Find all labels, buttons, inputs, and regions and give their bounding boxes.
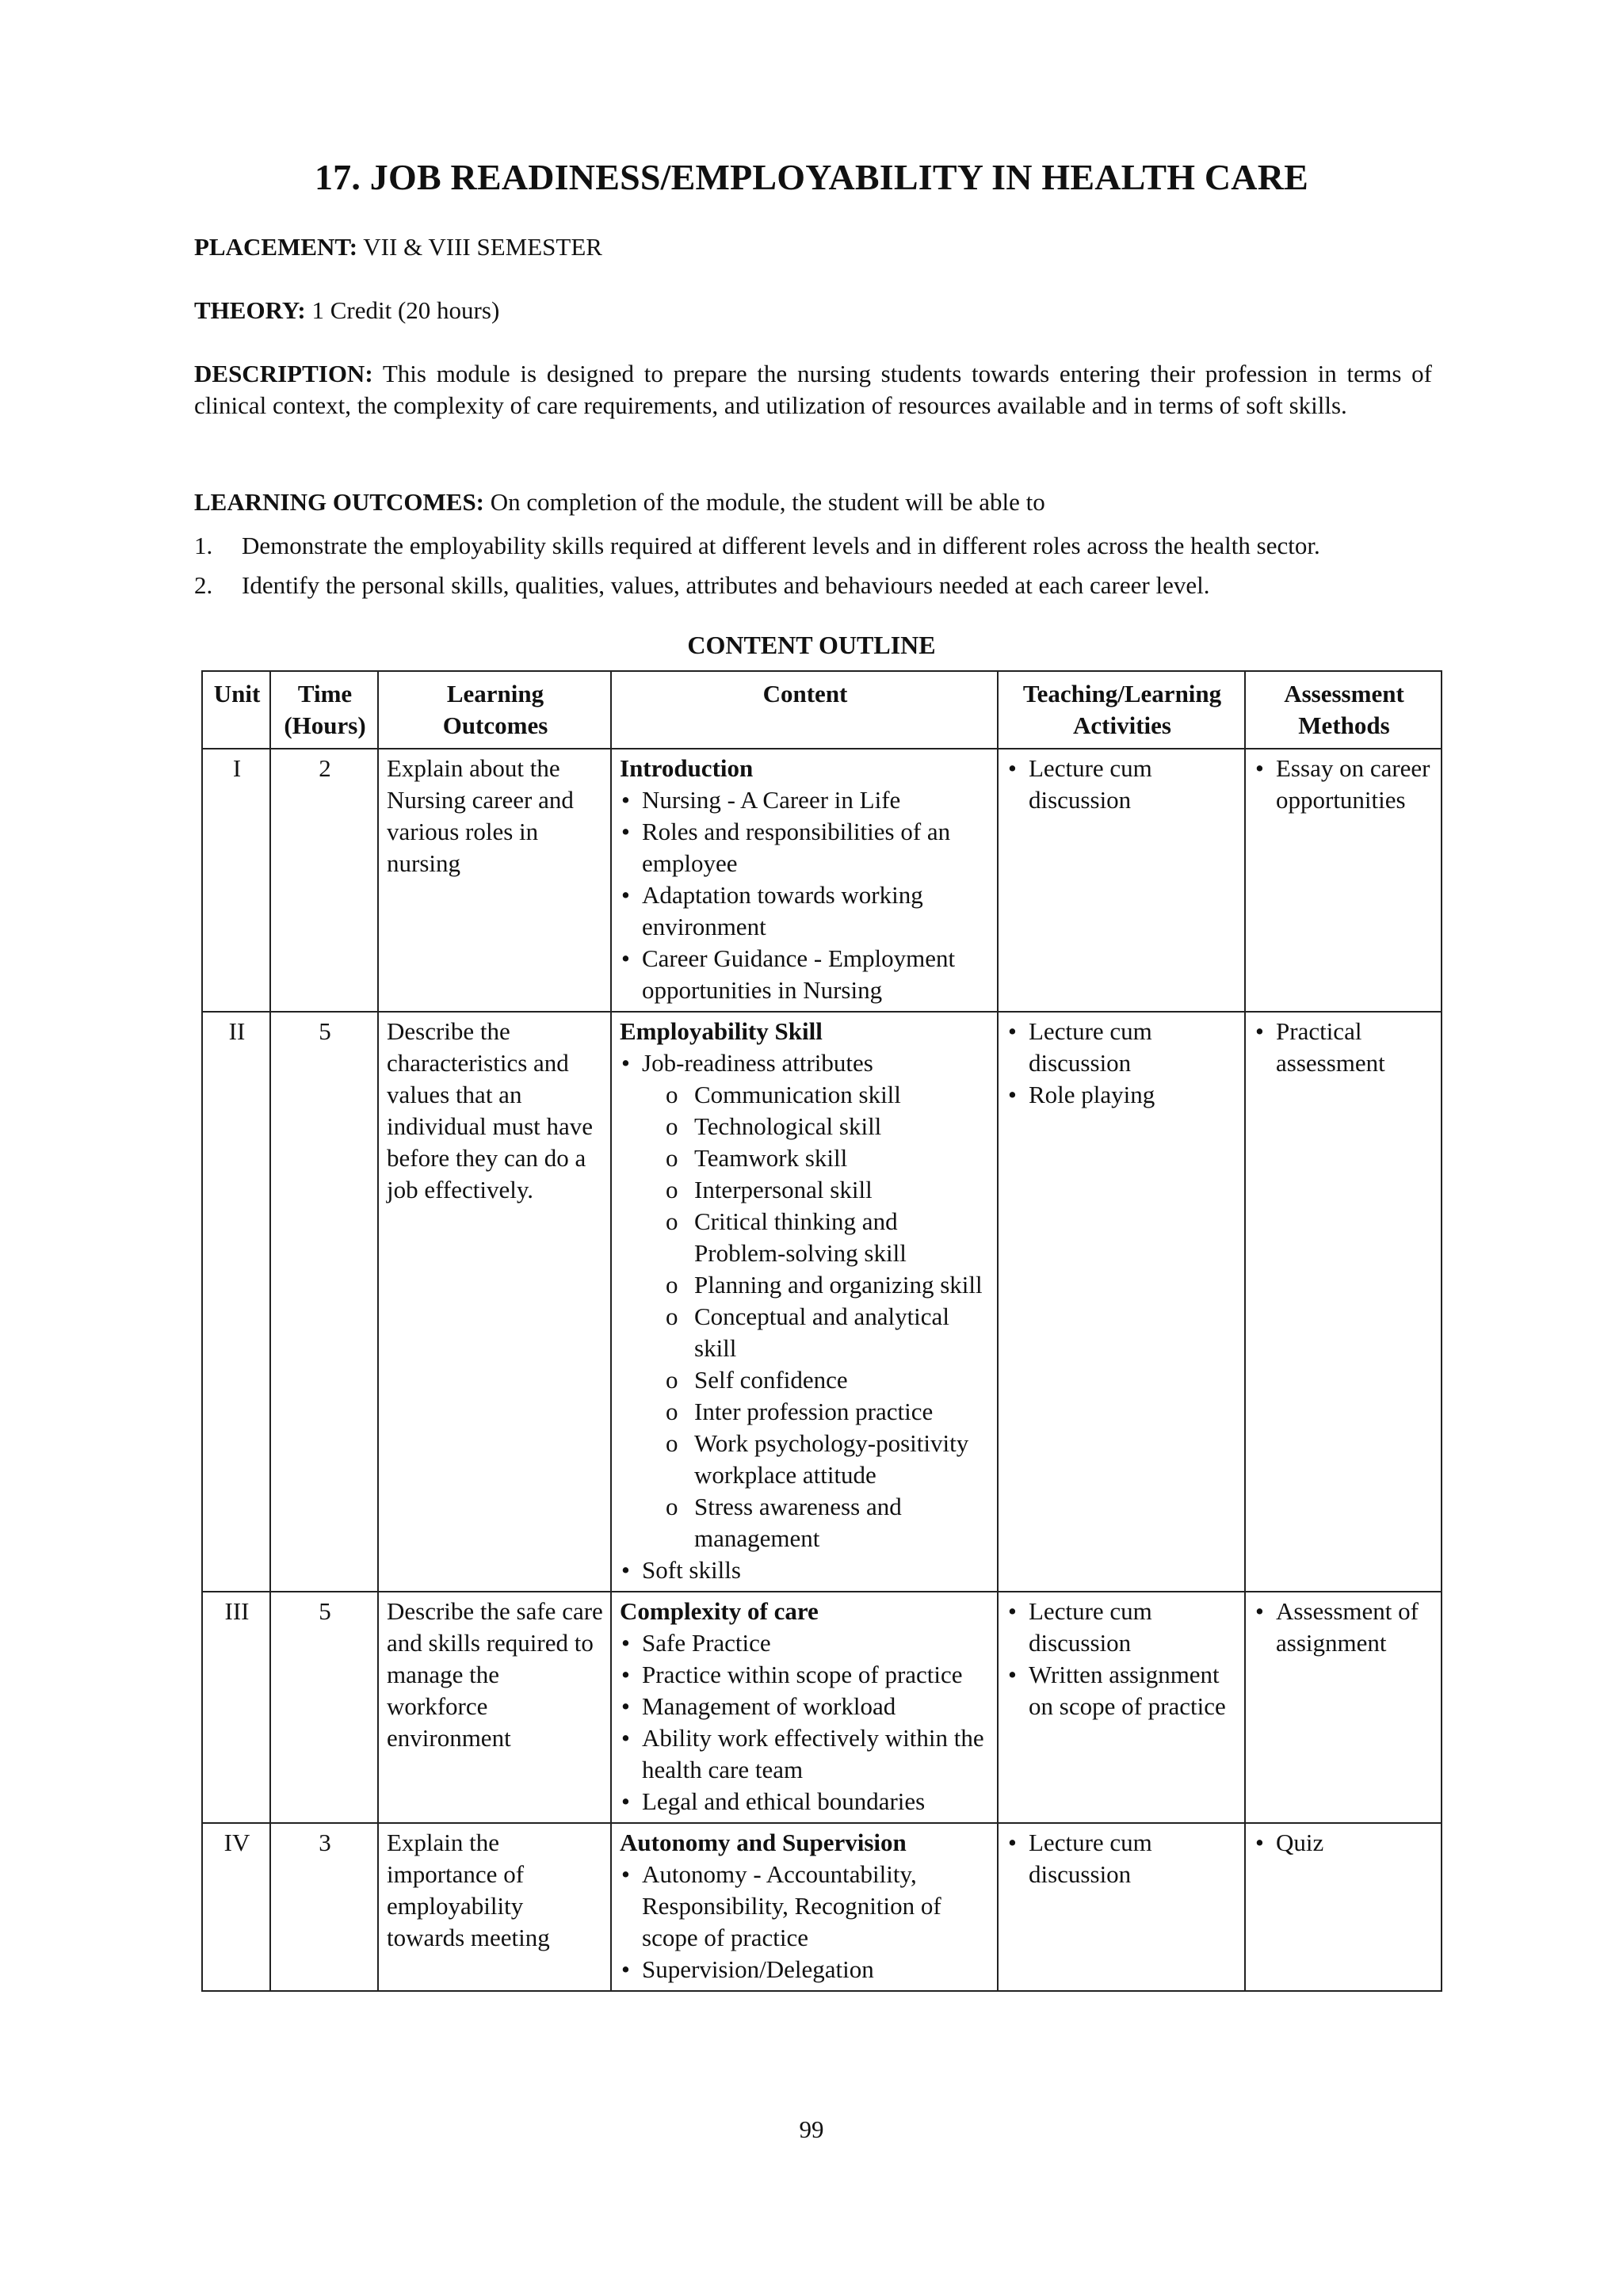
assessment-list	[1254, 753, 1434, 816]
content-list	[620, 1859, 991, 1985]
content-list	[620, 1627, 991, 1817]
content-subitem: o Communication skill	[642, 1079, 991, 1111]
content-subitem: o Planning and organizing skill	[642, 1269, 991, 1301]
content-subitem: o Teamwork skill	[642, 1142, 991, 1174]
activity-item: • Lecture cum discussion	[1006, 1016, 1238, 1079]
header-assessment: Assessment Methods	[1245, 671, 1442, 749]
placement-label: PLACEMENT:	[194, 233, 358, 261]
content-subitem: o Interpersonal skill	[642, 1174, 991, 1206]
theory-value: 1 Credit (20 hours)	[311, 296, 500, 324]
content-item	[620, 1627, 991, 1659]
content-item-text: Roles and responsibilities of an employee	[642, 818, 951, 877]
unit-cell: I	[202, 749, 270, 1012]
page-number: 99	[799, 2115, 824, 2143]
assessment-cell	[1245, 749, 1442, 1012]
content-heading: Complexity of care	[620, 1597, 819, 1625]
assessment-cell	[1245, 1012, 1442, 1592]
content-item	[620, 879, 991, 943]
content-item	[620, 1047, 991, 1554]
content-item-text: Autonomy - Accountability, Responsibility, Recognition of scope of practice	[642, 1860, 941, 1951]
content-outline-heading: CONTENT OUTLINE	[687, 631, 936, 659]
learning-outcome-number: 2.	[194, 571, 213, 599]
header-learning-outcomes: Learning Outcomes	[378, 671, 611, 749]
assessment-list	[1254, 1016, 1434, 1079]
learning-outcomes-intro-text: On completion of the module, the student will be able to	[490, 488, 1045, 516]
content-item	[620, 1786, 991, 1817]
header-unit: Unit	[202, 671, 270, 749]
activities-list	[1006, 1827, 1238, 1890]
content-heading: Autonomy and Supervision	[620, 1829, 907, 1856]
content-subitem: o Stress awareness and management	[642, 1491, 991, 1554]
unit-cell: III	[202, 1592, 270, 1823]
description-label: DESCRIPTION:	[194, 360, 373, 387]
activity-item: • Lecture cum discussion	[1006, 753, 1238, 816]
content-item	[620, 816, 991, 879]
assessment-item: • Quiz	[1254, 1827, 1434, 1859]
learning-outcome-item	[194, 566, 1432, 605]
content-subitem: o Technological skill	[642, 1111, 991, 1142]
content-heading: Employability Skill	[620, 1017, 823, 1045]
content-item-text: Safe Practice	[642, 1629, 771, 1657]
header-activities: Teaching/Learning Activities	[998, 671, 1245, 749]
learning-outcomes-list	[194, 526, 1432, 605]
content-subitem: o Critical thinking and Problem-solving skill	[642, 1206, 991, 1269]
content-item	[620, 784, 991, 816]
content-cell	[611, 1823, 998, 1991]
content-item-text: Legal and ethical boundaries	[642, 1787, 926, 1815]
activities-list	[1006, 1016, 1238, 1111]
theory-label: THEORY:	[194, 296, 306, 324]
content-item	[620, 1554, 991, 1586]
learning-outcome-cell: Describe the safe care and skills required to manage the workforce environment	[378, 1592, 611, 1823]
activities-cell	[998, 1012, 1245, 1592]
table-row	[202, 1012, 1442, 1592]
assessment-cell	[1245, 1823, 1442, 1991]
content-item-text: Job-readiness attributes	[642, 1049, 873, 1077]
learning-outcome-cell: Describe the characteristics and values that an individual must have before they can do a job effectively.	[378, 1012, 611, 1592]
activities-list	[1006, 753, 1238, 816]
learning-outcome-cell: Explain the importance of employability towards meeting	[378, 1823, 611, 1991]
content-subitem: o Work psychology-positivity workplace attitude	[642, 1428, 991, 1491]
activities-cell	[998, 1823, 1245, 1991]
table-body	[202, 749, 1442, 1991]
assessment-list	[1254, 1596, 1434, 1659]
content-item-text: Ability work effectively within the health care team	[642, 1724, 984, 1783]
activity-item: • Role playing	[1006, 1079, 1238, 1111]
description-text: This module is designed to prepare the nursing students towards entering their profession in terms of clinical context, the complexity of care requirements, and utilization of resources available and in terms of soft skills.	[194, 360, 1432, 419]
learning-outcome-text: Demonstrate the employability skills required at different levels and in different roles across the health sector.	[242, 532, 1320, 559]
assessment-list	[1254, 1827, 1434, 1859]
content-cell	[611, 1012, 998, 1592]
content-list	[620, 784, 991, 1006]
content-item	[620, 943, 991, 1006]
activity-item: • Written assignment on scope of practice	[1006, 1659, 1238, 1722]
content-item-text: Nursing - A Career in Life	[642, 786, 901, 814]
activity-item: • Lecture cum discussion	[1006, 1827, 1238, 1890]
activity-item: • Lecture cum discussion	[1006, 1596, 1238, 1659]
unit-cell: II	[202, 1012, 270, 1592]
time-cell: 5	[270, 1592, 378, 1823]
content-item-text: Supervision/Delegation	[642, 1955, 874, 1983]
content-item	[620, 1859, 991, 1954]
learning-outcome-item	[194, 526, 1432, 566]
content-list	[620, 1047, 991, 1586]
unit-cell: IV	[202, 1823, 270, 1991]
header-time: Time (Hours)	[270, 671, 378, 749]
content-item-text: Adaptation towards working environment	[642, 881, 923, 940]
content-item-text: Career Guidance - Employment opportunities in Nursing	[642, 944, 956, 1004]
content-cell	[611, 1592, 998, 1823]
time-cell: 5	[270, 1012, 378, 1592]
table-row	[202, 749, 1442, 1012]
learning-outcome-text: Identify the personal skills, qualities, values, attributes and behaviours needed at each career level.	[242, 571, 1210, 599]
time-cell: 3	[270, 1823, 378, 1991]
learning-outcome-number: 1.	[194, 532, 213, 559]
time-cell: 2	[270, 749, 378, 1012]
content-item-text: Management of workload	[642, 1692, 896, 1720]
content-heading: Introduction	[620, 754, 754, 782]
table-header-row	[202, 671, 1442, 749]
content-cell	[611, 749, 998, 1012]
table-row	[202, 1823, 1442, 1991]
content-subitem: o Conceptual and analytical skill	[642, 1301, 991, 1364]
learning-outcome-cell: Explain about the Nursing career and various roles in nursing	[378, 749, 611, 1012]
content-item	[620, 1722, 991, 1786]
assessment-item: • Assessment of assignment	[1254, 1596, 1434, 1659]
activities-cell	[998, 749, 1245, 1012]
content-outline-table	[201, 670, 1442, 1992]
content-item	[620, 1954, 991, 1985]
assessment-item: • Essay on career opportunities	[1254, 753, 1434, 816]
header-content: Content	[611, 671, 998, 749]
page-title: 17. JOB READINESS/EMPLOYABILITY IN HEALTH CARE	[314, 157, 1309, 197]
learning-outcomes-intro	[194, 486, 1432, 518]
content-subitem: o Inter profession practice	[642, 1396, 991, 1428]
content-item	[620, 1691, 991, 1722]
content-item-text: Practice within scope of practice	[642, 1661, 963, 1688]
content-sublist	[642, 1079, 991, 1554]
placement-line	[194, 231, 1432, 263]
content-item-text: Soft skills	[642, 1556, 741, 1584]
description-paragraph	[194, 358, 1432, 421]
content-item	[620, 1659, 991, 1691]
assessment-cell	[1245, 1592, 1442, 1823]
table-row	[202, 1592, 1442, 1823]
placement-value: VII & VIII SEMESTER	[363, 233, 602, 261]
assessment-item: • Practical assessment	[1254, 1016, 1434, 1079]
activities-list	[1006, 1596, 1238, 1722]
learning-outcomes-label: LEARNING OUTCOMES:	[194, 488, 485, 516]
activities-cell	[998, 1592, 1245, 1823]
theory-line	[194, 295, 1432, 326]
content-subitem: o Self confidence	[642, 1364, 991, 1396]
